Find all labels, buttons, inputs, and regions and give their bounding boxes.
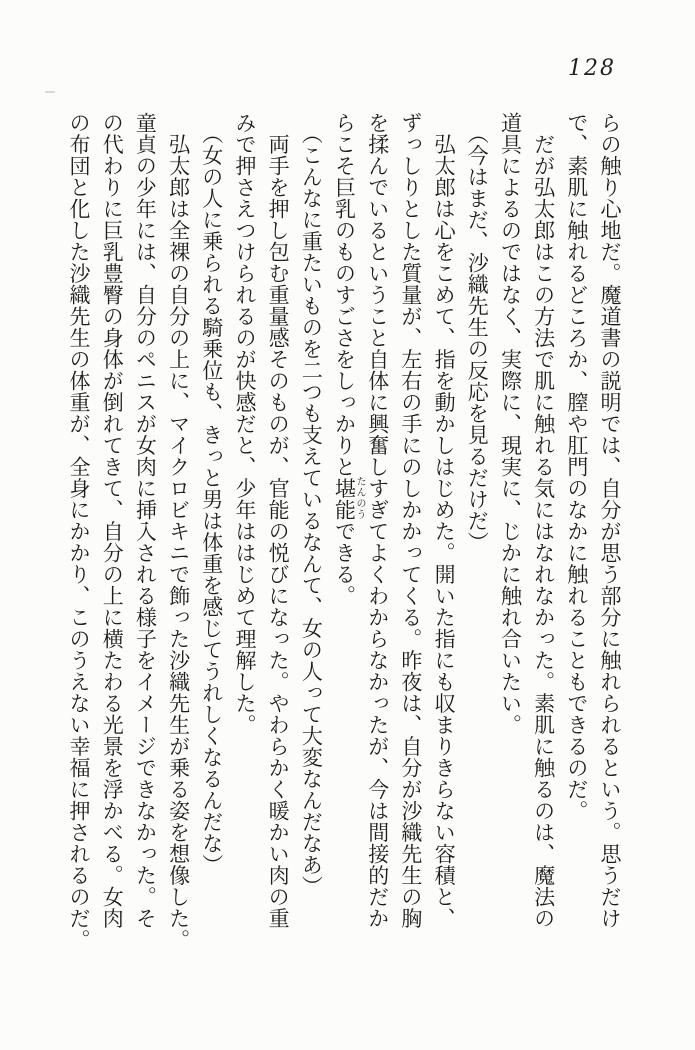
text-column: らの触り心地だ。魔道書の説明では、自分が思う部分に触れられるという。思うだけ [598, 112, 622, 929]
text-column: 道具によるのではなく、実際に、現実に、じかに触れ合いたい。 [498, 112, 523, 736]
page-number: 128 [568, 56, 616, 81]
text-column: だが弘太郎はこの方法で肌に触れる気にはなれなかった。素肌に触るのは、魔法の [531, 112, 556, 929]
text-column: の代わりに巨乳豊臀の身体が倒れてきて、自分の上に横たわる光景を浮かべる。女肉 [100, 112, 125, 929]
text-column: で、素肌に触れるどころか、膣や肛門のなかに触れることもできるのだ。 [564, 112, 589, 822]
text-column: 弘太郎は全裸の自分の上に、マイクロビキニで飾った沙織先生が乗る姿を想像した。 [166, 112, 191, 951]
text-column: （女の人に乗られる騎乗位も、きっと男は体重を感じてうれしくなるんだな） [199, 112, 224, 876]
vertical-text-block [67, 112, 621, 962]
text-column: 弘太郎は心をこめて、指を動かしはじめた。開いた指にも収まりきらない容積と、 [432, 112, 457, 929]
text-column: らこそ巨乳のものすごさをしっかりと堪能できる。 [332, 112, 357, 607]
text-column: 童貞の少年には、自分のペニスが女肉に挿入される様子をイメージできなかった。そ [133, 112, 158, 929]
text-column: を揉んでいるということ自体に興奮しすぎてよくわからなかったが、今は間接的だか [365, 112, 390, 929]
text-column: の布団と化した沙織先生の体重が、全身にかかり、このうえない幸福に押されるのだ。 [67, 112, 91, 951]
scan-artifact [45, 91, 55, 93]
text-column: （今はまだ、沙織先生の反応を見るだけだ） [465, 112, 490, 553]
text-column: （こんなに重たいものを二つも支えているなんて、女の人って大変なんだなあ） [299, 112, 324, 897]
text-column: みで押さえつけられるのが快感だと、少年ははじめて理解した。 [232, 112, 257, 736]
text-column: ずっしりとした質量が、左右の手にのしかかってくる。昨夜は、自分が沙織先生の胸 [398, 112, 423, 929]
furigana-ruby: たんのう [354, 476, 365, 520]
text-column: 両手を押し包む重量感そのものが、官能の悦びになった。やわらかく暖かい肉の重 [266, 112, 291, 929]
